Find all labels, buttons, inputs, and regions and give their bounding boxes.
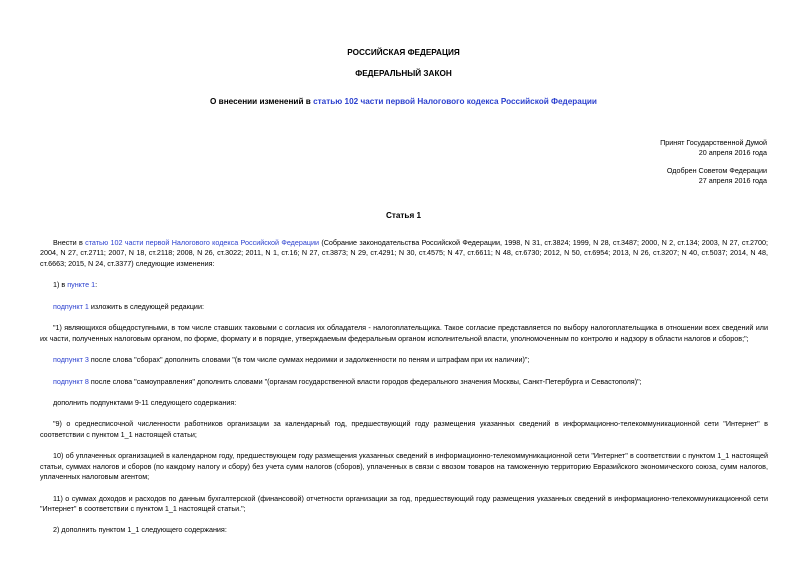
paragraph-subpoint-3: подпункт 3 после слова "сборах" дополнить словами "(в том числе суммах недоимки и задолженности по пеням и штрафам при их наличии)"; [53,355,530,365]
law-title-link[interactable]: статью 102 части первой Налогового кодекса Российской Федерации [313,97,597,106]
article-102-link[interactable]: статью 102 части первой Налогового кодекса Российской Федерации [85,238,320,247]
paragraph-item-2: 2) дополнить пунктом 1_1 следующего содержания: [53,525,227,535]
paragraph-subpoint-10: 10) об уплаченных организацией в календарном году, предшествующем году размещения указанных сведений в информационно-телекоммуникационной сети "Интернет" в соответствии с пунктом 1_1 настоящей статьи, суммах налогов и сборов (по каждому налогу и сбору) без учета сумм налогов (сборов), уплаченных в связи с ввозом товаров на таможенную территорию Евразийского экономического союза, сумм налогов, уплаченных налоговым агентом; [40,451,768,482]
law-title [0,96,807,108]
accepted-line1: Принят Государственной Думой [660,138,767,147]
country-heading: РОССИЙСКАЯ ФЕДЕРАЦИЯ [347,48,460,57]
approved-block [667,166,767,187]
article-title: Статья 1 [385,211,422,220]
accepted-date: 20 апреля 2016 года [698,148,767,158]
subpoint-8-link[interactable]: подпункт 8 [53,376,89,386]
law-type-heading: ФЕДЕРАЛЬНЫЙ ЗАКОН [355,69,452,78]
law-title-prefix: О внесении изменений в [210,97,314,106]
paragraph-item-1: 1) в пункте 1: [53,280,98,290]
paragraph-subpoint-8: подпункт 8 после слова "самоуправления" дополнить словами "(органам государственной власти городов федерального значения Москвы, Санкт-Петербурга и Севастополя)"; [53,376,642,386]
paragraph-subpoint-1-text: "1) являющихся общедоступными, в том числе ставших таковыми с согласия их обладателя - налогоплательщика. Такое согласие представляется по выбору налогоплательщика в отношении всех сведений или их части, полученных налоговым органом, по форме, формату и в порядке, утверждаемым федеральным органом исполнительной власти, уполномоченным по контролю и надзору в области налогов и сборов;"; [40,323,768,343]
paragraph-intro: Внести в статью 102 части первой Налогового кодекса Российской Федерации (Собрание законодательства Российской Федерации, 1998, N 31, ст.3824; 1999, N 28, ст.3487; 2000, N 2, ст.134; 2003, N 27, ст.2700; 2004, N 27, ст.2711; 2007, N 18, ст.2118; 2008, N 26, ст.3022; 2011, N 1, ст.16; N 27, ст.3873; N 29, ст.4291; N 30, ст.4575; N 47, ст.6611; N 48, ст.6730; 2012, N 50, ст.6954; 2013, N 26, ст.3207; N 40, ст.5037; 2014, N 48, ст.6663; 2015, N 24, ст.3377) следующие изменения: [40,238,768,268]
subpoint-1-link[interactable]: подпункт 1 [53,301,89,311]
approved-line1: Одобрен Советом Федерации [666,166,767,175]
paragraph-add-subpoints: дополнить подпунктами 9-11 следующего содержания: [53,397,237,407]
point-1-link[interactable]: пункте 1 [67,280,96,290]
accepted-block [660,138,767,159]
subpoint-3-link[interactable]: подпункт 3 [53,355,89,365]
paragraph-subpoint-11: 11) о суммах доходов и расходов по данным бухгалтерской (финансовой) отчетности организации за год, предшествующий году размещения указанных сведений в информационно-телекоммуникационной сети "Интернет" в соответствии с пунктом 1_1 настоящей статьи."; [40,493,768,513]
paragraph-subpoint-1: подпункт 1 изложить в следующей редакции: [53,301,204,311]
article-body [40,238,768,547]
approved-date: 27 апреля 2016 года [698,176,767,186]
paragraph-subpoint-9: "9) о среднесписочной численности работников организации за календарный год, предшествующий году размещения указанных сведений в информационно-телекоммуникационной сети "Интернет" в соответствии с пунктом 1_1 настоящей статьи; [40,419,768,439]
